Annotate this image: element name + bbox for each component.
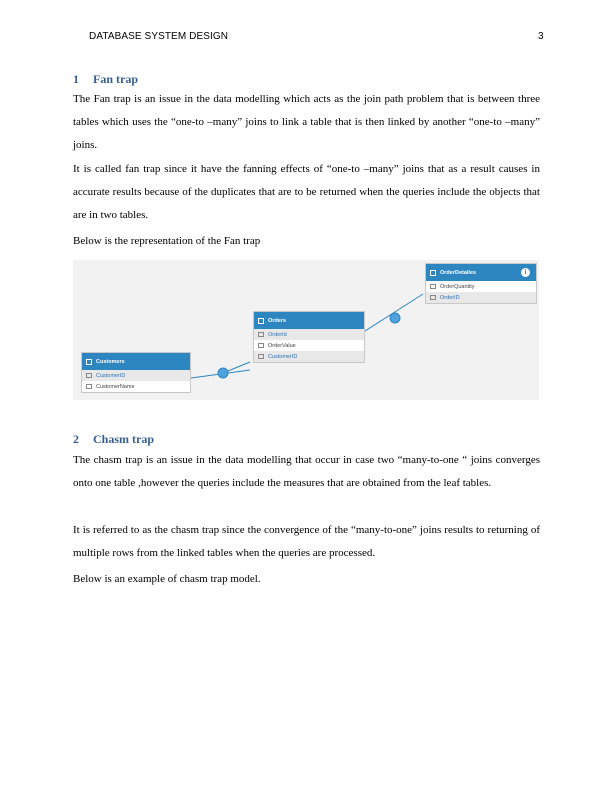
table-icon	[86, 359, 92, 365]
column-name: CustomerID	[268, 353, 298, 360]
customers-table-name: Customers	[96, 358, 125, 365]
chasm-trap-paragraph-1: The chasm trap is an issue in the data modelling that occur in case two “many-to-one “ joins converges onto one table ,however the queries include the measures that are obtained from the leaf tables.	[73, 454, 540, 489]
orderdetails-table[interactable]	[425, 263, 537, 304]
fan-trap-paragraph-1: The Fan trap is an issue in the data modelling which acts as the join path problem that is between three tables which uses the “one-to –many” joins to link a table that is then linked by another “one-to –many” joins.	[73, 93, 540, 151]
chasm-trap-paragraph-2: It is referred to as the chasm trap since the convergence of the “many-to-one” joins results to returning of multiple rows from the linked tables when the queries are processed.	[73, 524, 540, 559]
column-row[interactable]	[82, 370, 190, 381]
orders-table[interactable]	[253, 311, 365, 363]
column-name: CustomerID	[96, 372, 126, 379]
section-title: Fan trap	[93, 72, 138, 86]
relationship-node-orders-orderdetails	[390, 313, 400, 323]
column-row[interactable]	[254, 340, 364, 351]
orderdetails-table-header	[426, 264, 536, 281]
orders-table-name: Orders	[268, 317, 287, 324]
page-number: 3	[538, 31, 544, 42]
relationship-line-orders-orderdetails	[365, 294, 423, 331]
column-name: OrderId	[268, 331, 287, 338]
customers-table-header	[82, 353, 190, 370]
section-number: 1	[73, 72, 79, 86]
column-name: OrderValue	[268, 342, 296, 349]
running-header-title: DATABASE SYSTEM DESIGN	[89, 31, 229, 42]
chasm-trap-paragraph-3: Below is an example of chasm trap model.	[73, 573, 261, 585]
section-title: Chasm trap	[93, 432, 155, 446]
column-name: CustomerName	[96, 383, 135, 390]
fan-trap-paragraph-3: Below is the representation of the Fan trap	[73, 235, 261, 247]
relationship-node-customers-orders	[218, 368, 228, 378]
info-icon[interactable]: i	[521, 268, 530, 277]
column-row[interactable]	[254, 329, 364, 340]
column-icon	[86, 384, 92, 389]
column-icon	[86, 373, 92, 378]
column-icon	[258, 332, 264, 337]
table-icon	[430, 270, 436, 276]
customers-table[interactable]	[81, 352, 191, 393]
column-name: OrderID	[440, 294, 460, 301]
section-heading-fan-trap	[73, 72, 138, 87]
fan-trap-diagram	[73, 260, 539, 400]
column-row[interactable]	[426, 292, 536, 303]
column-icon	[258, 354, 264, 359]
section-number: 2	[73, 432, 79, 446]
section-heading-chasm-trap	[73, 432, 154, 447]
column-icon	[430, 284, 436, 289]
column-row[interactable]	[254, 351, 364, 362]
table-icon	[258, 318, 264, 324]
column-row[interactable]	[426, 281, 536, 292]
column-name: OrderQuantity	[440, 283, 475, 290]
orders-table-header	[254, 312, 364, 329]
column-icon	[258, 343, 264, 348]
orderdetails-table-name: OrderDetailes	[440, 269, 477, 276]
fan-trap-paragraph-2: It is called fan trap since it have the fanning effects of “one-to –many” joins that as a result causes in accurate results because of the duplicates that are to be returned when the queries include the objects that are in two tables.	[73, 163, 540, 221]
column-icon	[430, 295, 436, 300]
column-row[interactable]	[82, 381, 190, 392]
